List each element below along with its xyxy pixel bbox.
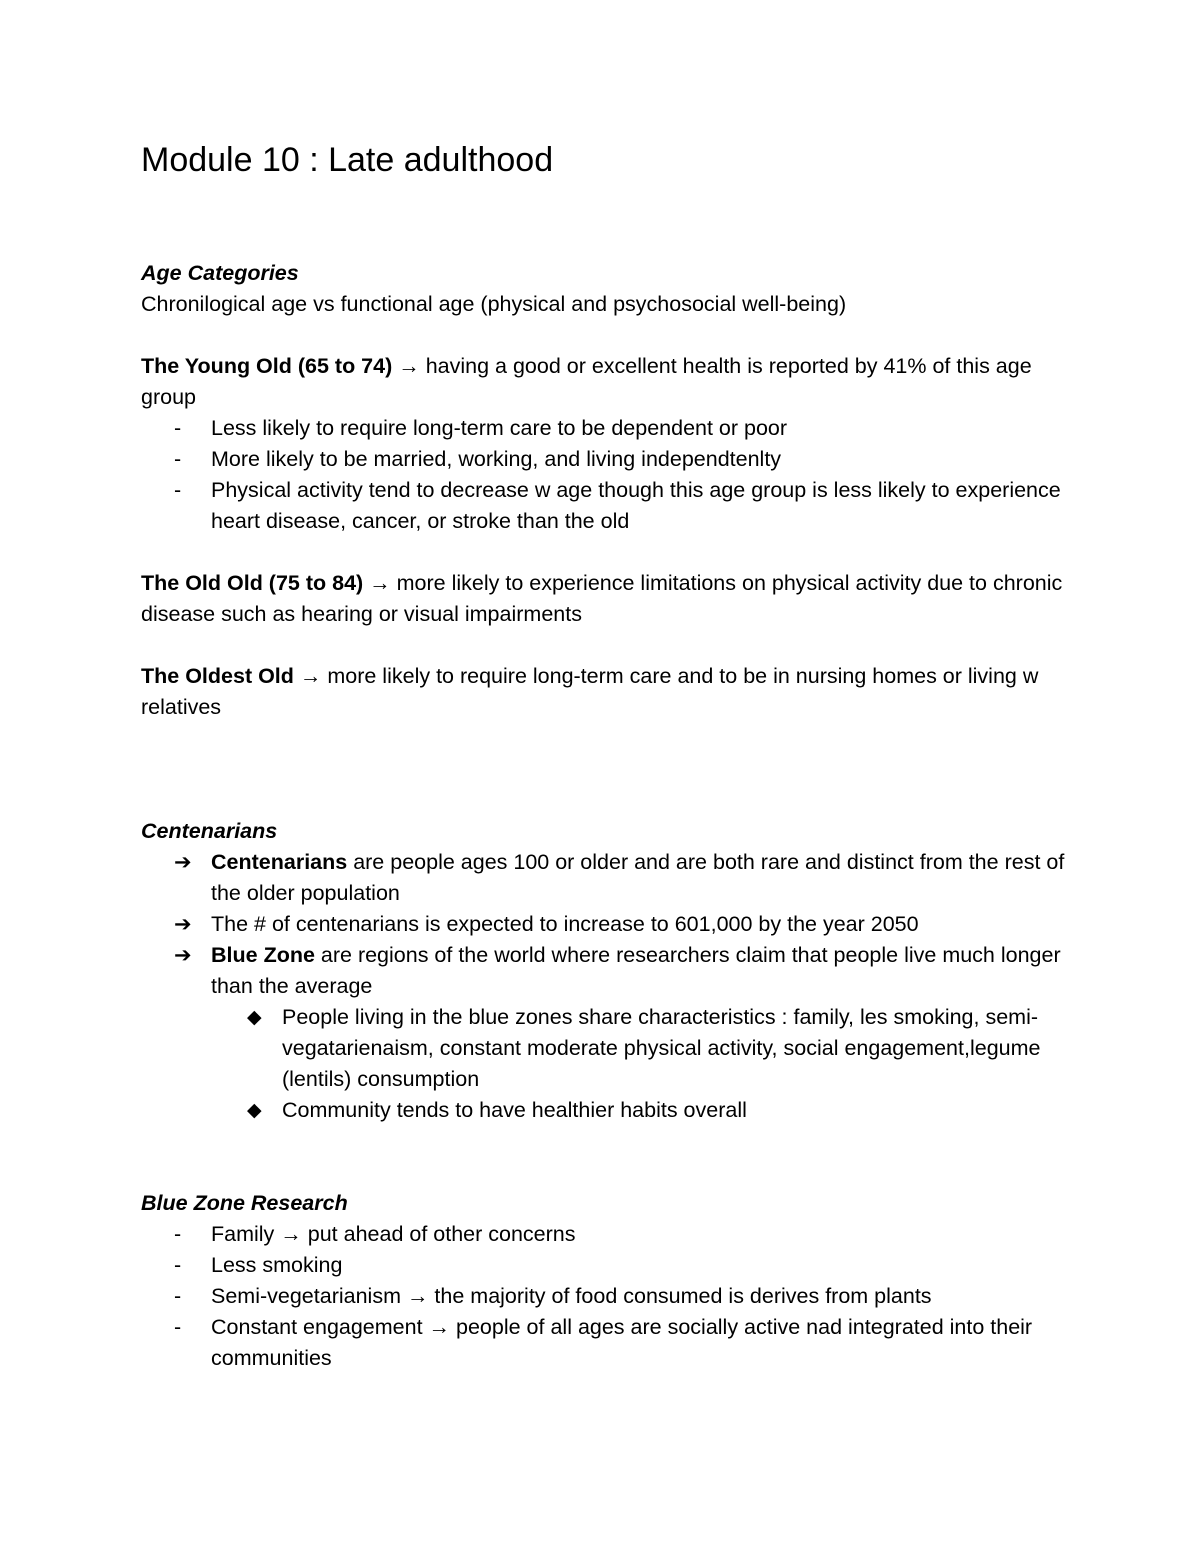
- young-old-text: → having a good or excellent health is reported by 41% of this age group: [141, 354, 1032, 409]
- diamond-icon: ◆: [247, 1007, 262, 1028]
- spacer: [141, 723, 1071, 816]
- spacer: [141, 537, 1071, 568]
- list-item: [141, 847, 1071, 909]
- young-old-bullet-list: [141, 413, 1071, 537]
- list-item-text: Semi-vegetarianism → the majority of food consumed is derives from plants: [211, 1284, 932, 1308]
- diamond-icon: ◆: [247, 1100, 262, 1121]
- spacer: [141, 630, 1071, 661]
- spacer: [141, 1126, 1071, 1188]
- list-item-text: Less likely to require long-term care to be dependent or poor: [211, 416, 788, 440]
- arrow-icon: ➔: [174, 944, 192, 967]
- centenarians-heading: Centenarians: [141, 819, 278, 843]
- oldest-old-label: The Oldest Old: [141, 664, 294, 688]
- list-item: [141, 909, 1071, 940]
- list-item: [141, 1219, 1071, 1250]
- list-item: [141, 413, 1071, 444]
- page-title: Module 10 : Late adulthood: [141, 141, 554, 179]
- list-item-text: Physical activity tend to decrease w age though this age group is less likely to experience heart disease, cancer, or stroke than the old: [211, 478, 1061, 533]
- list-item-text: Family → put ahead of other concerns: [211, 1222, 576, 1246]
- list-item-text: The # of centenarians is expected to increase to 601,000 by the year 2050: [211, 912, 919, 936]
- dash-marker: -: [174, 447, 182, 471]
- centenarians-list: [141, 847, 1071, 1126]
- spacer: [141, 320, 1071, 351]
- list-item-text: Constant engagement → people of all ages are socially active nad integrated into their communities: [211, 1315, 1033, 1370]
- young-old-paragraph: [141, 351, 1071, 413]
- list-item-text: Community tends to have healthier habits overall: [282, 1098, 747, 1122]
- list-item-text: are people ages 100 or older and are both rare and distinct from the rest of the older population: [211, 850, 1065, 905]
- oldest-old-text: → more likely to require long-term care and to be in nursing homes or living w relatives: [141, 664, 1039, 719]
- arrow-icon: ➔: [174, 913, 192, 936]
- old-old-label: The Old Old (75 to 84): [141, 571, 364, 595]
- list-item: [141, 475, 1071, 537]
- list-item-text: People living in the blue zones share characteristics : family, les smoking, semi-vegatarienaism, constant moderate physical activity, social engagement,legume (lentils) consumption: [282, 1005, 1041, 1091]
- list-item-text: are regions of the world where researchers claim that people live much longer than the average: [211, 943, 1061, 998]
- document-page: [141, 138, 1071, 1374]
- young-old-label: The Young Old (65 to 74): [141, 354, 393, 378]
- centenarians-term: Centenarians: [211, 850, 348, 874]
- arrow-icon: ➔: [174, 851, 192, 874]
- blue-zone-term: Blue Zone: [211, 943, 315, 967]
- oldest-old-paragraph: [141, 661, 1071, 723]
- dash-marker: -: [174, 1315, 182, 1339]
- dash-marker: -: [174, 1222, 182, 1246]
- dash-marker: -: [174, 1284, 182, 1308]
- list-item-text: More likely to be married, working, and living independtenlty: [211, 447, 782, 471]
- old-old-paragraph: [141, 568, 1071, 630]
- list-item: [141, 1250, 1071, 1281]
- old-old-text: → more likely to experience limitations on physical activity due to chronic disease such as hearing or visual impairments: [141, 571, 1063, 626]
- list-item: [211, 1095, 1071, 1126]
- blue-zone-research-heading: Blue Zone Research: [141, 1191, 348, 1215]
- dash-marker: -: [174, 416, 182, 440]
- list-item-text: Less smoking: [211, 1253, 343, 1277]
- age-categories-heading: Age Categories: [141, 261, 299, 285]
- list-item: [141, 444, 1071, 475]
- dash-marker: -: [174, 1253, 182, 1277]
- list-item: [141, 1312, 1071, 1374]
- list-item: [211, 1002, 1071, 1095]
- age-categories-intro: Chronilogical age vs functional age (physical and psychosocial well-being): [141, 292, 847, 316]
- blue-zone-sub-list: [211, 1002, 1071, 1126]
- blue-zone-research-list: [141, 1219, 1071, 1374]
- list-item: [141, 940, 1071, 1126]
- dash-marker: -: [174, 478, 182, 502]
- list-item: [141, 1281, 1071, 1312]
